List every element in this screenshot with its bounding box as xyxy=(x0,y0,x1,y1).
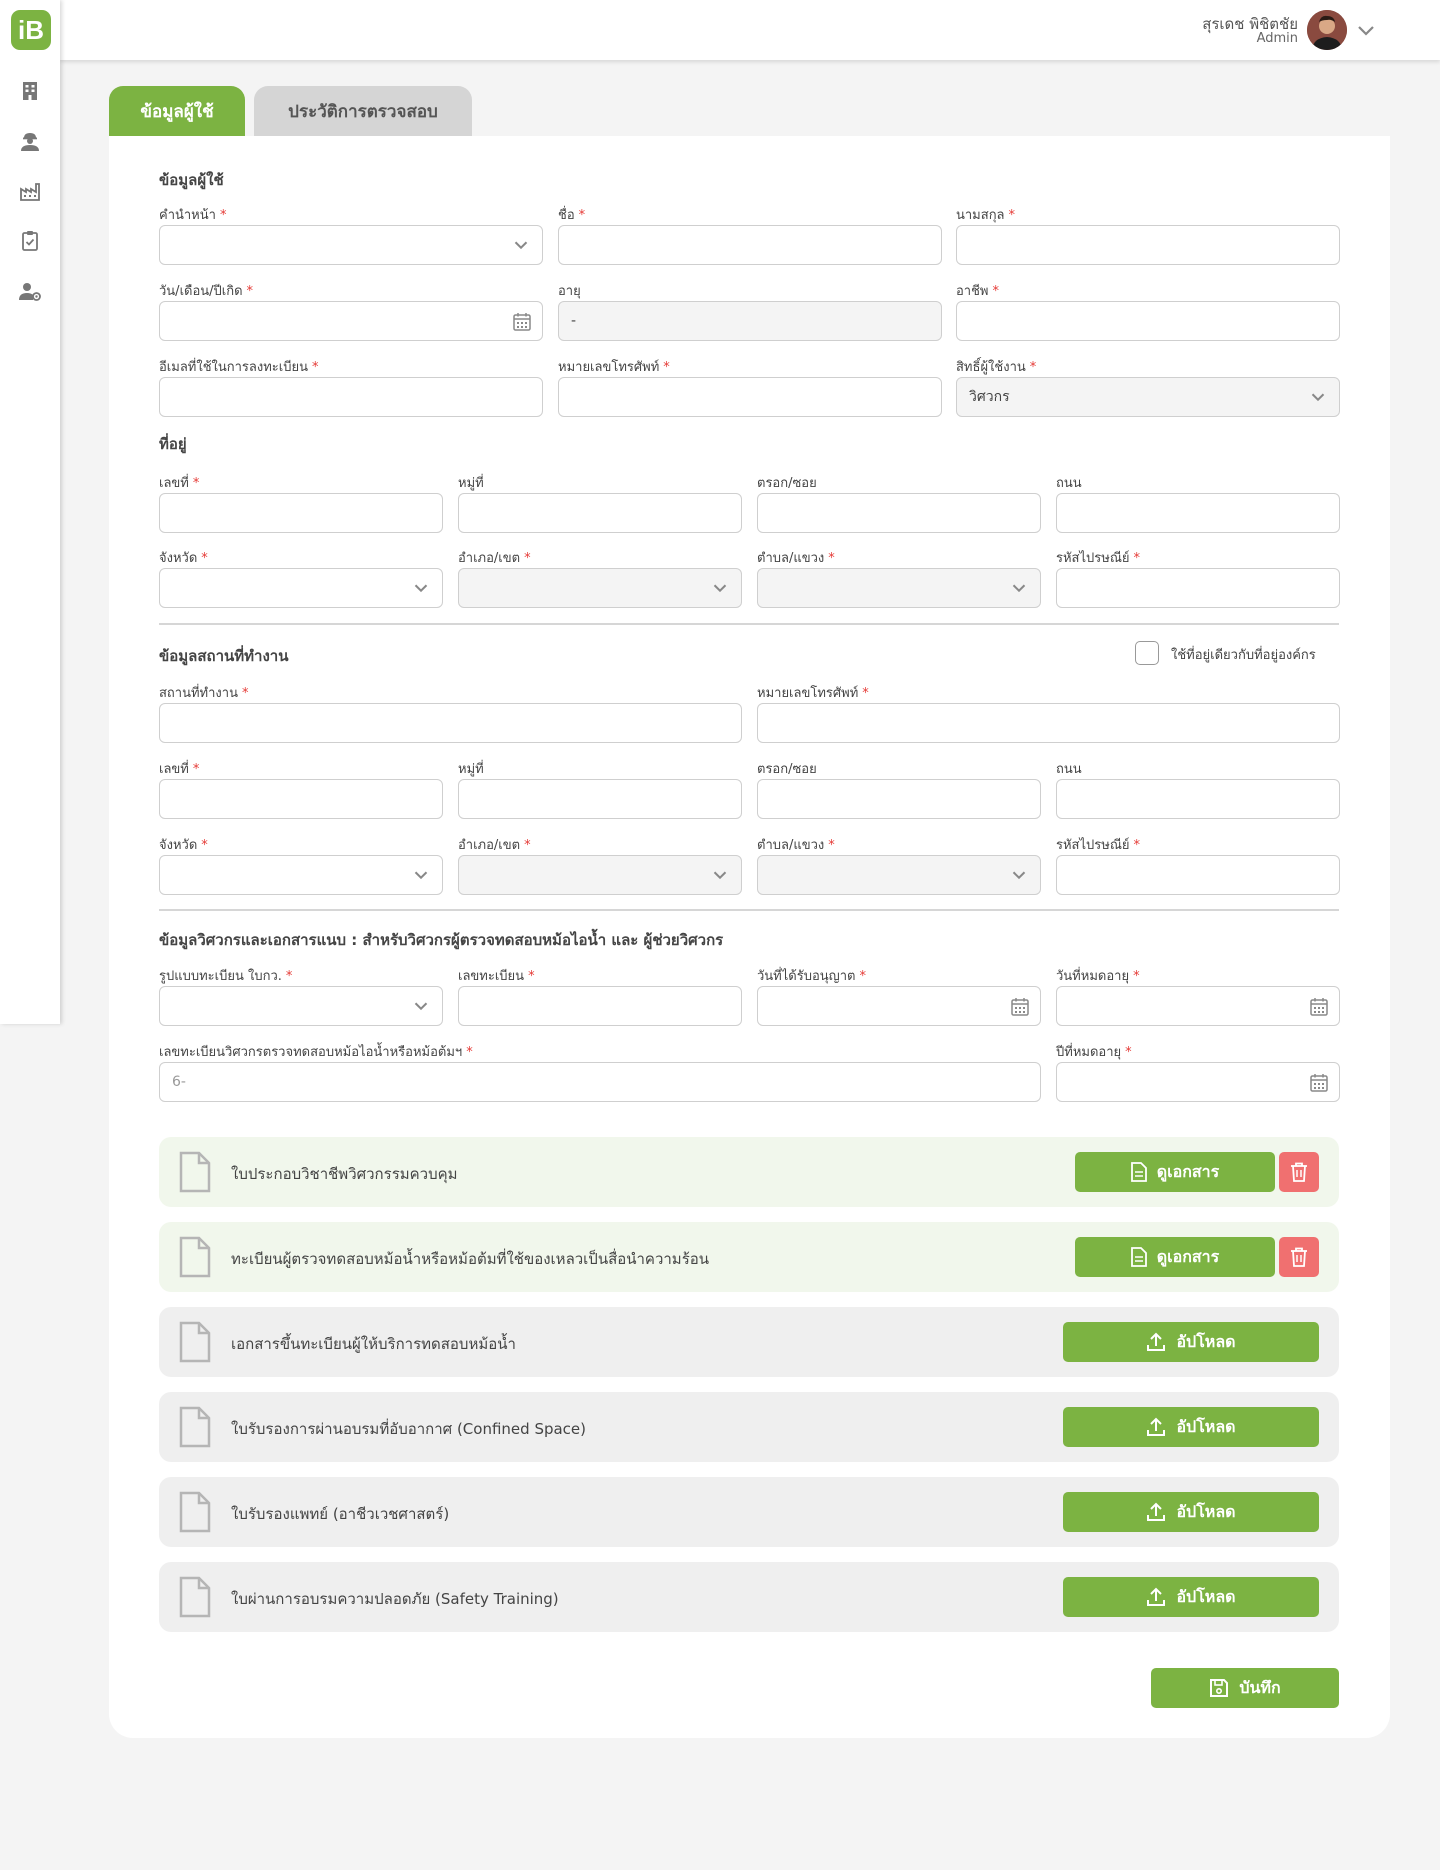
workplace-label: สถานที่ทำงาน * xyxy=(159,686,249,701)
clipboard-check-icon[interactable] xyxy=(18,229,42,253)
section-title-address: ที่อยู่ xyxy=(159,435,187,453)
postcode-input[interactable] xyxy=(1056,568,1340,608)
file-icon xyxy=(179,1151,211,1193)
house-no-input[interactable] xyxy=(159,493,443,533)
document-row xyxy=(159,1562,1339,1632)
work-road-input[interactable] xyxy=(1056,779,1340,819)
license-type-label: รูปแบบทะเบียน ใบกว. * xyxy=(159,969,293,984)
section-title-user: ข้อมูลผู้ใช้ xyxy=(159,171,224,189)
building-icon[interactable] xyxy=(18,79,42,103)
subdistrict-select[interactable] xyxy=(757,568,1041,608)
work-alley-label: ตรอก/ซอย xyxy=(757,762,817,777)
section-title-engineer: ข้อมูลวิศวกรและเอกสารแนบ : สำหรับวิศวกรผู้ตรวจทดสอบหม้อไอน้ำ และ ผู้ช่วยวิศวกร xyxy=(159,931,724,949)
file-icon xyxy=(179,1576,211,1618)
document-row xyxy=(159,1137,1339,1207)
work-house-no-label: เลขที่ * xyxy=(159,762,200,777)
calendar-icon[interactable] xyxy=(1309,1073,1329,1093)
file-icon xyxy=(179,1491,211,1533)
user-role: Admin xyxy=(1256,31,1298,46)
document-row xyxy=(159,1477,1339,1547)
tab-user-info[interactable]: ข้อมูลผู้ใช้ xyxy=(109,86,245,136)
document-row xyxy=(159,1222,1339,1292)
view-document-button[interactable]: ดูเอกสาร xyxy=(1075,1237,1275,1277)
chevron-down-icon xyxy=(709,577,731,599)
first-name-label: ชื่อ * xyxy=(558,208,586,223)
document-icon xyxy=(1131,1162,1147,1182)
occupation-label: อาชีพ * xyxy=(956,284,999,299)
upload-icon xyxy=(1146,1332,1166,1352)
upload-icon xyxy=(1146,1587,1166,1607)
work-postcode-label: รหัสไปรษณีย์ * xyxy=(1056,838,1141,853)
app-logo[interactable]: iB xyxy=(11,10,51,50)
license-expire-input[interactable] xyxy=(1056,986,1340,1026)
prefix-select[interactable] xyxy=(159,225,543,265)
district-select[interactable] xyxy=(458,568,742,608)
calendar-icon[interactable] xyxy=(1010,997,1030,1017)
boiler-expire-year-input[interactable] xyxy=(1056,1062,1340,1102)
delete-document-button[interactable] xyxy=(1279,1237,1319,1277)
postcode-label: รหัสไปรษณีย์ * xyxy=(1056,551,1141,566)
document-row xyxy=(159,1307,1339,1377)
engineer-icon[interactable] xyxy=(18,129,42,153)
chevron-down-icon xyxy=(1307,386,1329,408)
license-expire-label: วันที่หมดอายุ * xyxy=(1056,969,1140,984)
license-no-label: เลขทะเบียน * xyxy=(458,969,535,984)
boiler-reg-label: เลขทะเบียนวิศวกรตรวจทดสอบหม้อไอน้ำหรือหม้อต้มฯ * xyxy=(159,1045,473,1060)
upload-document-button[interactable]: อัปโหลด xyxy=(1063,1492,1319,1532)
license-date-label: วันที่ได้รับอนุญาต * xyxy=(757,969,866,984)
phone-label: หมายเลขโทรศัพท์ * xyxy=(558,360,670,375)
work-postcode-input[interactable] xyxy=(1056,855,1340,895)
work-province-label: จังหวัด * xyxy=(159,838,208,853)
role-select[interactable]: วิศวกร xyxy=(956,377,1340,417)
first-name-input[interactable] xyxy=(558,225,942,265)
section-title-workplace: ข้อมูลสถานที่ทำงาน xyxy=(159,647,289,665)
calendar-icon[interactable] xyxy=(1309,997,1329,1017)
alley-label: ตรอก/ซอย xyxy=(757,476,817,491)
work-subdistrict-select[interactable] xyxy=(757,855,1041,895)
age-field: - xyxy=(558,301,942,341)
district-label: อำเภอ/เขต * xyxy=(458,551,531,566)
chevron-down-icon xyxy=(410,577,432,599)
chevron-down-icon xyxy=(410,864,432,886)
road-input[interactable] xyxy=(1056,493,1340,533)
work-subdistrict-label: ตำบล/แขวง * xyxy=(757,838,835,853)
document-label: เอกสารขึ้นทะเบียนผู้ให้บริการทดสอบหม้อน้ำ xyxy=(231,1335,516,1353)
boiler-reg-input[interactable]: 6- xyxy=(159,1062,1041,1102)
license-no-input[interactable] xyxy=(458,986,742,1026)
divider xyxy=(159,909,1339,911)
file-icon xyxy=(179,1321,211,1363)
boiler-expire-year-label: ปีที่หมดอายุ * xyxy=(1056,1045,1132,1060)
document-label: ใบประกอบวิชาชีพวิศวกรรมควบคุม xyxy=(231,1165,458,1183)
email-label: อีเมลที่ใช้ในการลงทะเบียน * xyxy=(159,360,319,375)
upload-icon xyxy=(1146,1502,1166,1522)
village-input[interactable] xyxy=(458,493,742,533)
document-label: ใบผ่านการอบรมความปลอดภัย (Safety Training) xyxy=(231,1590,559,1608)
work-district-select[interactable] xyxy=(458,855,742,895)
trash-icon xyxy=(1290,1247,1308,1267)
phone-input[interactable] xyxy=(558,377,942,417)
work-phone-label: หมายเลขโทรศัพท์ * xyxy=(757,686,869,701)
same-address-label: ใช้ที่อยู่เดียวกับที่อยู่องค์กร xyxy=(1171,648,1316,663)
user-form-card xyxy=(109,136,1390,1738)
chevron-down-icon xyxy=(410,995,432,1017)
province-select[interactable] xyxy=(159,568,443,608)
document-label: ใบรับรองแพทย์ (อาชีวเวชศาสตร์) xyxy=(231,1505,450,1523)
sidebar xyxy=(0,0,60,1024)
document-row xyxy=(159,1392,1339,1462)
work-road-label: ถนน xyxy=(1056,762,1082,777)
work-phone-input[interactable] xyxy=(757,703,1340,743)
prefix-label: คำนำหน้า * xyxy=(159,208,227,223)
email-input[interactable] xyxy=(159,377,543,417)
house-no-label: เลขที่ * xyxy=(159,476,200,491)
upload-document-button[interactable]: อัปโหลด xyxy=(1063,1577,1319,1617)
license-date-input[interactable] xyxy=(757,986,1041,1026)
user-settings-icon[interactable] xyxy=(18,279,42,303)
province-label: จังหวัด * xyxy=(159,551,208,566)
user-menu-chevron-icon[interactable] xyxy=(1354,18,1378,42)
upload-document-button[interactable]: อัปโหลด xyxy=(1063,1407,1319,1447)
chevron-down-icon xyxy=(709,864,731,886)
subdistrict-label: ตำบล/แขวง * xyxy=(757,551,835,566)
road-label: ถนน xyxy=(1056,476,1082,491)
save-button[interactable]: บันทึก xyxy=(1151,1668,1339,1708)
divider xyxy=(159,623,1339,625)
village-label: หมู่ที่ xyxy=(458,476,484,491)
trash-icon xyxy=(1290,1162,1308,1182)
delete-document-button[interactable] xyxy=(1279,1152,1319,1192)
work-village-input[interactable] xyxy=(458,779,742,819)
work-province-select[interactable] xyxy=(159,855,443,895)
birth-date-label: วัน/เดือน/ปีเกิด * xyxy=(159,284,254,299)
alley-input[interactable] xyxy=(757,493,1041,533)
document-label: ใบรับรองการผ่านอบรมที่อับอากาศ (Confined Space) xyxy=(231,1420,587,1438)
last-name-label: นามสกุล * xyxy=(956,208,1016,223)
top-header xyxy=(60,0,1440,60)
file-icon xyxy=(179,1406,211,1448)
occupation-input[interactable] xyxy=(956,301,1340,341)
chevron-down-icon xyxy=(1008,864,1030,886)
birth-date-input[interactable] xyxy=(159,301,543,341)
age-label: อายุ xyxy=(558,284,581,299)
document-icon xyxy=(1131,1247,1147,1267)
chevron-down-icon xyxy=(510,234,532,256)
user-name: สุรเดช พิชิตชัย xyxy=(1202,15,1298,33)
work-village-label: หมู่ที่ xyxy=(458,762,484,777)
work-district-label: อำเภอ/เขต * xyxy=(458,838,531,853)
workplace-input[interactable] xyxy=(159,703,742,743)
last-name-input[interactable] xyxy=(956,225,1340,265)
role-label: สิทธิ์ผู้ใช้งาน * xyxy=(956,360,1037,375)
upload-icon xyxy=(1146,1417,1166,1437)
tab-inspection-history[interactable]: ประวัติการตรวจสอบ xyxy=(254,86,472,136)
same-address-checkbox[interactable] xyxy=(1135,641,1159,665)
license-type-select[interactable] xyxy=(159,986,443,1026)
save-icon xyxy=(1209,1678,1229,1698)
work-house-no-input[interactable] xyxy=(159,779,443,819)
avatar[interactable] xyxy=(1307,10,1347,50)
file-icon xyxy=(179,1236,211,1278)
factory-icon[interactable] xyxy=(18,179,42,203)
upload-document-button[interactable]: อัปโหลด xyxy=(1063,1322,1319,1362)
calendar-icon[interactable] xyxy=(512,312,532,332)
view-document-button[interactable]: ดูเอกสาร xyxy=(1075,1152,1275,1192)
work-alley-input[interactable] xyxy=(757,779,1041,819)
document-label: ทะเบียนผู้ตรวจทดสอบหม้อน้ำหรือหม้อต้มที่ใช้ของเหลวเป็นสื่อนำความร้อน xyxy=(231,1250,710,1268)
chevron-down-icon xyxy=(1008,577,1030,599)
